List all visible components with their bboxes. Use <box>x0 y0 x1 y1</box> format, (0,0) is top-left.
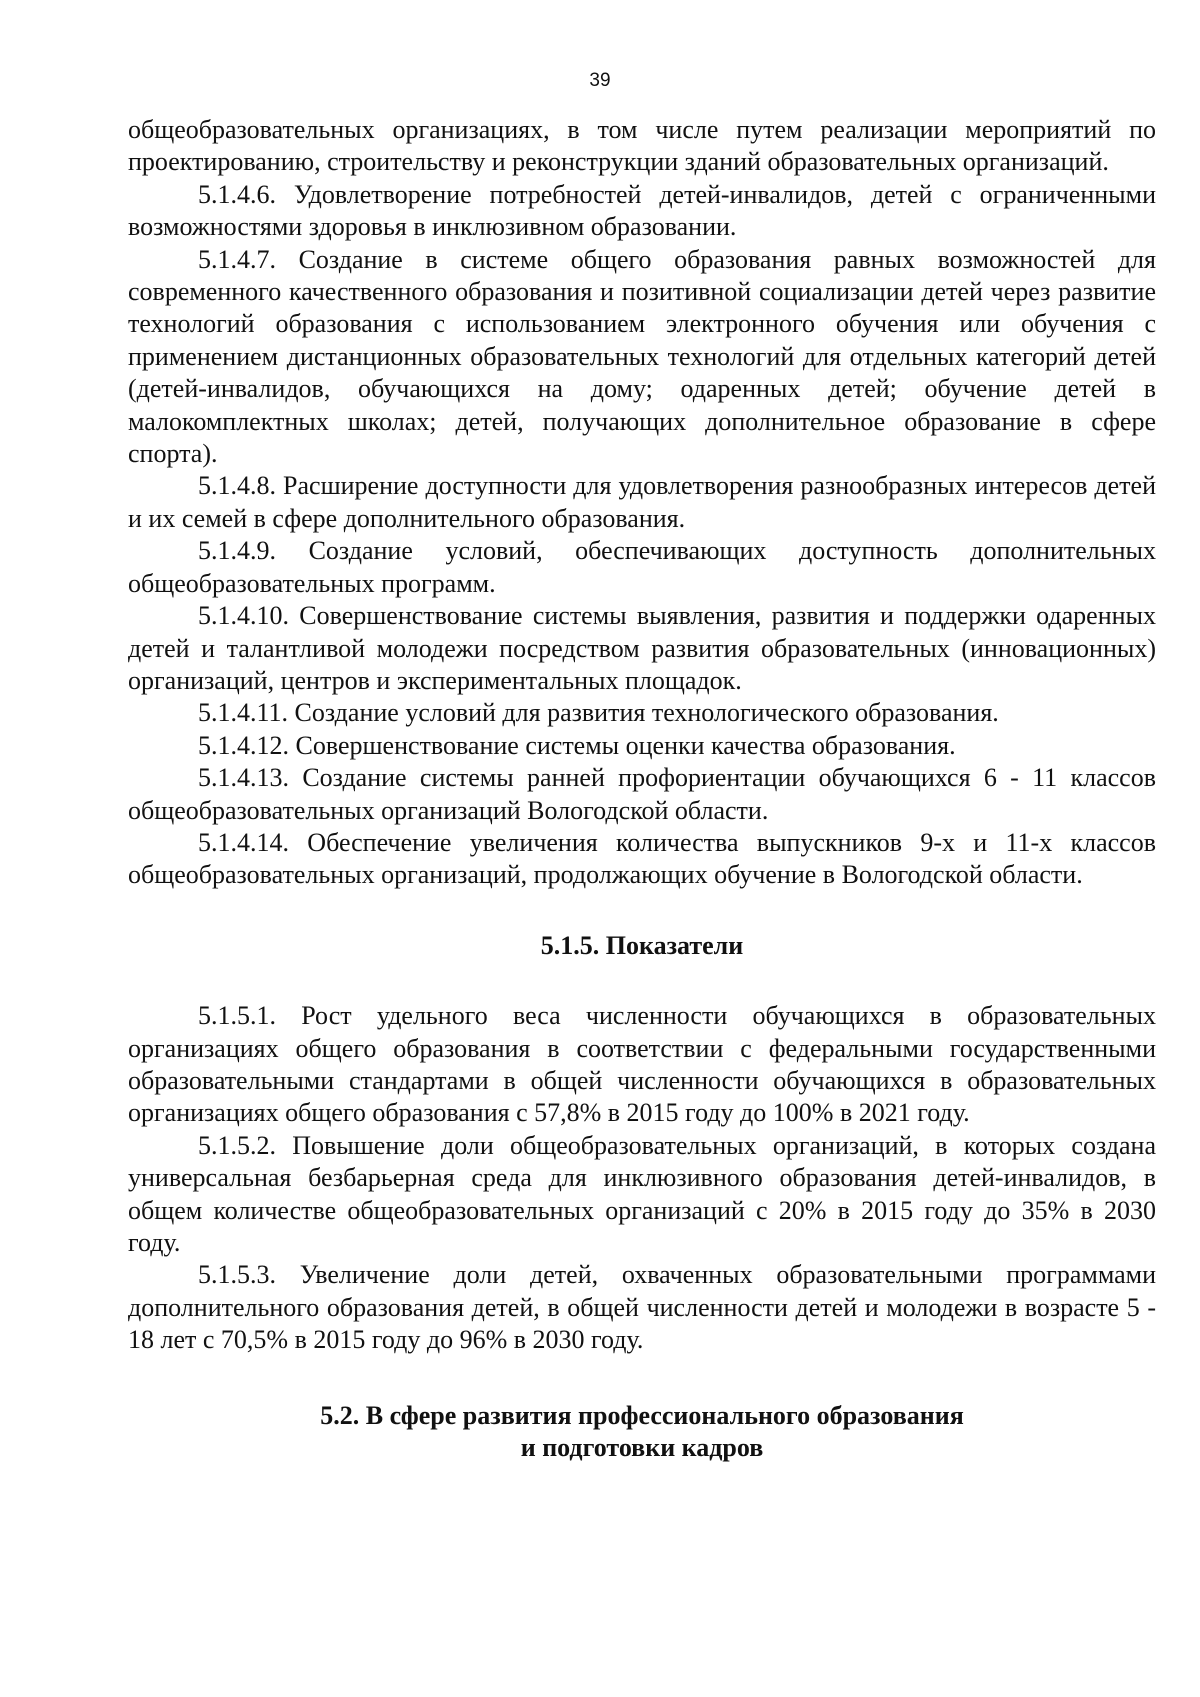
paragraph-5-1-4-7: 5.1.4.7. Создание в системе общего образования равных возможностей для современного качественного образования и позитивной социализации детей через развитие технологий образования с использованием электронного обучения или обучения с применением дистанционных образовательных технологий для отдельных категорий детей (детей-инвалидов, обучающихся на дому; одаренных детей; обучение детей в малокомплектных школах; детей, получающих дополнительное образование в сфере спорта). <box>128 244 1156 469</box>
section-heading-5-2-line2: и подготовки кадров <box>520 1433 764 1463</box>
paragraph-5-1-4-9: 5.1.4.9. Создание условий, обеспечивающих доступность дополнительных общеобразовательных программ. <box>128 536 1156 598</box>
paragraph-5-1-4-10: 5.1.4.10. Совершенствование системы выявления, развития и поддержки одаренных детей и талантливой молодежи посредством развития образовательных (инновационных) организаций, центров и экспериментальных площадок. <box>128 601 1156 695</box>
section-heading-5-2-line1: 5.2. В сфере развития профессионального образования <box>320 1400 964 1430</box>
document-body <box>128 114 1156 1464</box>
paragraph-5-1-4-6: 5.1.4.6. Удовлетворение потребностей детей-инвалидов, детей с ограниченными возможностями здоровья в инклюзивном образовании. <box>128 179 1156 242</box>
paragraph-5-1-4-14: 5.1.4.14. Обеспечение увеличения количества выпускников 9-х и 11-х классов общеобразовательных организаций, продолжающих обучение в Вологодской области. <box>128 827 1156 890</box>
paragraph-5-1-5-1: 5.1.5.1. Рост удельного веса численности обучающихся в образовательных организациях общего образования в соответствии с федеральными государственными образовательными стандартами в общей численности обучающихся в образовательных организациях общего образования с 57,8% в 2015 году до 100% в 2021 году. <box>128 1001 1156 1128</box>
paragraph-5-1-5-2: 5.1.5.2. Повышение доли общеобразовательных организаций, в которых создана универсальная безбарьерная среда для инклюзивного образования детей-инвалидов, в общем количестве общеобразовательных организаций с 20% в 2015 году до 35% в 2030 году. <box>128 1130 1156 1257</box>
paragraph-5-1-5-3: 5.1.5.3. Увеличение доли детей, охваченных образовательными программами дополнительного образования детей, в общей численности детей и молодежи в возрасте 5 - 18 лет с 70,5% в 2015 году до 96% в 2030 году. <box>128 1260 1156 1355</box>
paragraph-5-1-4-13: 5.1.4.13. Создание системы ранней профориентации обучающихся 6 - 11 классов общеобразовательных организаций Вологодской области. <box>128 763 1156 825</box>
paragraph-continuation: общеобразовательных организациях, в том числе путем реализации мероприятий по проектированию, строительству и реконструкции зданий образовательных организаций. <box>128 115 1156 177</box>
page-number: 39 <box>589 70 611 91</box>
paragraph-5-1-4-11: 5.1.4.11. Создание условий для развития технологического образования. <box>198 698 999 728</box>
section-heading-5-2 <box>128 1400 1156 1465</box>
paragraph-5-1-4-8: 5.1.4.8. Расширение доступности для удовлетворения разнообразных интересов детей и их семей в сфере дополнительного образования. <box>128 471 1156 533</box>
paragraph-5-1-4-12: 5.1.4.12. Совершенствование системы оценки качества образования. <box>198 730 956 760</box>
section-heading-5-1-5: 5.1.5. Показатели <box>540 930 744 960</box>
